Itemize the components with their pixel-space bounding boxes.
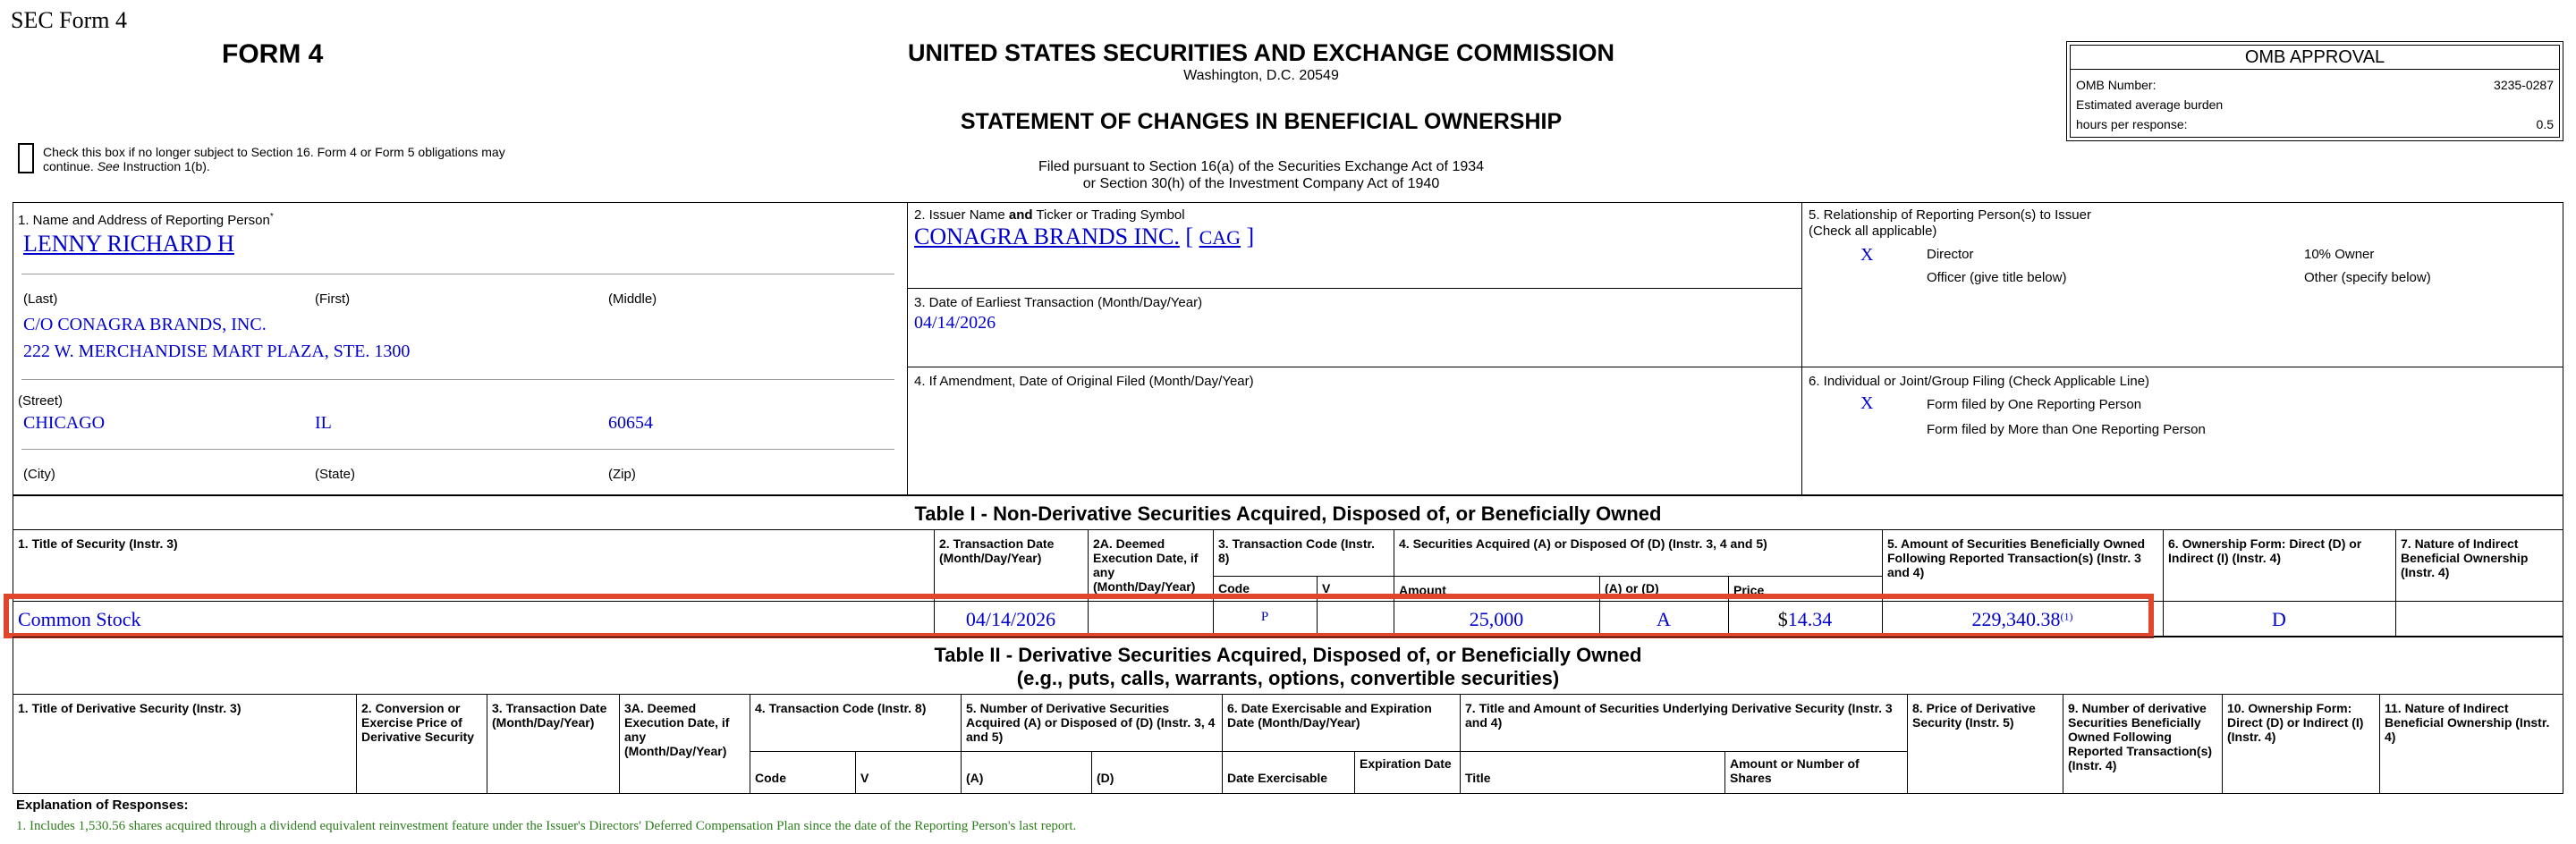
t2-col-11	[2379, 694, 2380, 794]
t1-acquired-disposed: A	[1657, 608, 1671, 630]
no-longer-subject-checkbox[interactable]	[18, 143, 34, 173]
t1-h7: 7. Nature of Indirect Beneficial Ownership (Instr. 4)	[2401, 536, 2529, 579]
t1-footnote-ref[interactable]: (1)	[2060, 610, 2073, 623]
box1-asterisk: *	[269, 212, 274, 222]
omb-burden-label-1: Estimated average burden	[2076, 97, 2224, 112]
checkbox-text-2b: See	[97, 159, 120, 173]
t1-transaction-code: P	[1260, 610, 1269, 624]
t2-h6-expiration: Expiration Date	[1360, 756, 1452, 771]
ticker-bracket-close: ]	[1246, 224, 1255, 249]
omb-number-label: OMB Number:	[2076, 78, 2157, 92]
t2-h11: 11. Nature of Indirect Beneficial Ownership (Instr. 4)	[2385, 701, 2550, 744]
t2-col-10	[2222, 694, 2223, 794]
t2-h9: 9. Number of derivative Securities Beneficially Owned Following Reported Transaction(s) (Instr. 4)	[2068, 701, 2213, 772]
box2-label-c: Ticker or Trading Symbol	[1032, 207, 1185, 223]
t1-h4-amount: Amount	[1399, 583, 1446, 597]
ten-percent-owner-label: 10% Owner	[2304, 247, 2375, 262]
t2-h7-amount: Amount or Number of Shares	[1730, 756, 1860, 785]
t2-h2: 2. Conversion or Exercise Price of Derivative Security	[361, 701, 475, 744]
zip-value: 60654	[608, 413, 653, 433]
t1-amount: 25,000	[1469, 608, 1524, 630]
reporting-person-link[interactable]: LENNY RICHARD H	[23, 231, 234, 257]
t1-h4-aord: (A) or (D)	[1605, 581, 1659, 595]
t2-h1: 1. Title of Derivative Security (Instr. 3)	[18, 701, 242, 715]
street-label: (Street)	[18, 393, 64, 409]
t2-h3: 3. Transaction Date (Month/Day/Year)	[492, 701, 607, 730]
box1-label	[18, 209, 274, 229]
t1-h2: 2. Transaction Date (Month/Day/Year)	[939, 536, 1055, 565]
t1-h6: 6. Ownership Form: Direct (D) or Indirect (I) (Instr. 4)	[2168, 536, 2362, 565]
t2-col-8	[1907, 694, 1908, 794]
t2-h5-a: (A)	[966, 771, 984, 785]
ticker-bracket-open: [	[1185, 224, 1194, 249]
omb-burden-value: 0.5	[2536, 117, 2554, 131]
grid-divider-1	[907, 202, 908, 495]
one-person-label: Form filed by One Reporting Person	[1927, 397, 2142, 412]
t2-h5-d: (D)	[1097, 771, 1114, 785]
t2-col-6	[1222, 694, 1223, 794]
t1-h3-code: Code	[1218, 581, 1250, 595]
explanation-title: Explanation of Responses:	[16, 798, 189, 813]
table1-title-rule	[13, 529, 2563, 530]
omb-title: OMB APPROVAL	[2071, 46, 2559, 70]
checkbox-text-2	[43, 159, 505, 173]
last-label: (Last)	[23, 291, 58, 307]
table2-title-rule	[13, 694, 2563, 695]
t2-col-3a	[619, 694, 620, 794]
ticker-link[interactable]: CAG	[1199, 226, 1241, 249]
t1-security-title: Common Stock	[18, 608, 141, 630]
issuer-line	[914, 224, 1254, 250]
zip-label: (Zip)	[608, 467, 636, 482]
t2-h7: 7. Title and Amount of Securities Underlying Derivative Security (Instr. 3 and 4)	[1465, 701, 1893, 730]
omb-approval-inner	[2070, 45, 2560, 138]
t1-h3-v: V	[1322, 581, 1331, 595]
t2-col-7amt	[1724, 751, 1725, 794]
footnote-1: 1. Includes 1,530.56 shares acquired through a dividend equivalent reinvestment feature under the Issuer's Directors' Deferred Compensation Plan since the date of the Reporting Person's last report.	[16, 819, 1077, 833]
table2-title-1: Table II - Derivative Securities Acquired, Disposed of, or Beneficially Owned	[934, 644, 1642, 666]
t2-col-2	[356, 694, 357, 794]
box5-label-1: 5. Relationship of Reporting Person(s) to Issuer	[1809, 207, 2091, 223]
earliest-transaction-date: 04/14/2026	[914, 313, 996, 333]
first-label: (First)	[315, 291, 351, 307]
other-label: Other (specify below)	[2304, 270, 2431, 285]
agency-title: UNITED STATES SECURITIES AND EXCHANGE COMMISSION	[907, 39, 1615, 66]
box2-label	[914, 207, 1185, 224]
t2-col-6exp	[1354, 751, 1355, 794]
highlight-box	[4, 594, 2154, 638]
more-persons-label: Form filed by More than One Reporting Person	[1927, 422, 2206, 437]
t2-h4: 4. Transaction Code (Instr. 8)	[755, 701, 927, 715]
city-label: (City)	[23, 467, 55, 482]
state-label: (State)	[315, 467, 356, 482]
t2-h6-exercisable: Date Exercisable	[1227, 771, 1328, 785]
box1-label-text: 1. Name and Address of Reporting Person	[18, 213, 270, 228]
middle-label: (Middle)	[608, 291, 657, 307]
t1-transaction-date: 04/14/2026	[965, 608, 1056, 630]
t1-h4-price: Price	[1733, 583, 1765, 597]
t1-h2a: 2A. Deemed Execution Date, if any (Month/Day/Year)	[1093, 536, 1199, 594]
t2-h5: 5. Number of Derivative Securities Acquired (A) or Disposed of (D) (Instr. 3, 4 and 5)	[966, 701, 1216, 744]
box6-label: 6. Individual or Joint/Group Filing (Check Applicable Line)	[1809, 374, 2150, 389]
one-person-mark[interactable]: X	[1860, 393, 1874, 413]
t1-price-symbol: $	[1777, 608, 1788, 630]
box4-label: 4. If Amendment, Date of Original Filed (Month/Day/Year)	[914, 374, 1254, 389]
address-line-2: 222 W. MERCHANDISE MART PLAZA, STE. 1300	[23, 342, 411, 361]
t1-h4: 4. Securities Acquired (A) or Disposed Of (D) (Instr. 3, 4 and 5)	[1399, 536, 1767, 551]
box3-label: 3. Date of Earliest Transaction (Month/Day/Year)	[914, 295, 1203, 310]
t2-h10: 10. Ownership Form: Direct (D) or Indirect (I) (Instr. 4)	[2227, 701, 2364, 744]
t2-h4-code: Code	[755, 771, 786, 785]
director-mark[interactable]: X	[1860, 245, 1874, 265]
grid-divider-2	[1801, 202, 1802, 495]
state-value: IL	[315, 413, 332, 433]
t2-h6: 6. Date Exercisable and Expiration Date (Month/Day/Year)	[1227, 701, 1432, 730]
t2-h3a: 3A. Deemed Execution Date, if any (Month/Day/Year)	[624, 701, 730, 758]
t1-h5: 5. Amount of Securities Beneficially Owned Following Reported Transaction(s) (Instr. 3 and 4)	[1887, 536, 2146, 579]
t1-subhead-rule	[1213, 576, 1882, 577]
city-value: CHICAGO	[23, 413, 106, 433]
table1-title: Table I - Non-Derivative Securities Acquired, Disposed of, or Beneficially Owned	[914, 502, 1662, 525]
t1-owned-value: 229,340.38	[1971, 608, 2061, 630]
box2-label-a: 2. Issuer Name	[914, 207, 1009, 223]
t2-col-5	[961, 694, 962, 794]
box5-label-2: (Check all applicable)	[1809, 224, 1937, 239]
director-label: Director	[1927, 247, 1974, 262]
t2-col-5d	[1091, 751, 1092, 794]
box1-rule-3	[21, 449, 894, 450]
box2-label-b: and	[1008, 207, 1033, 223]
omb-number-value: 3235-0287	[2494, 78, 2554, 92]
checkbox-label	[43, 145, 505, 173]
grid-h-1	[907, 288, 1801, 289]
t2-col-4v	[855, 751, 856, 794]
t1-ownership-form: D	[2272, 608, 2286, 630]
t2-h7-title: Title	[1465, 771, 1491, 785]
address-line-1: C/O CONAGRA BRANDS, INC.	[23, 315, 267, 334]
filed-line-2: or Section 30(h) of the Investment Company Act of 1940	[1082, 176, 1440, 191]
t1-price-value: 14.34	[1787, 608, 1833, 630]
box1-rule-2	[21, 379, 894, 380]
statement-title: STATEMENT OF CHANGES IN BENEFICIAL OWNERSHIP	[960, 109, 1563, 134]
t2-h8: 8. Price of Derivative Security (Instr. 5)	[1912, 701, 2036, 730]
table2-title-2: (e.g., puts, calls, warrants, options, convertible securities)	[1016, 667, 1560, 689]
t2-subhead-rule	[750, 751, 1907, 752]
t1-h1: 1. Title of Security (Instr. 3)	[18, 536, 178, 551]
omb-burden-label-2: hours per response:	[2076, 117, 2188, 131]
checkbox-text-2c: Instruction 1(b).	[119, 159, 210, 173]
agency-location: Washington, D.C. 20549	[1183, 68, 1339, 83]
t1-h3: 3. Transaction Code (Instr. 8)	[1218, 536, 1376, 565]
filed-line-1: Filed pursuant to Section 16(a) of the Securities Exchange Act of 1934	[1038, 159, 1485, 174]
officer-label: Officer (give title below)	[1927, 270, 2067, 285]
checkbox-text-2a: continue.	[43, 159, 97, 173]
sec-form-label: SEC Form 4	[11, 7, 128, 33]
t2-h4-v: V	[860, 771, 869, 785]
t2-col-7	[1460, 694, 1461, 794]
form-title: FORM 4	[222, 39, 324, 69]
checkbox-text-1: Check this box if no longer subject to Section 16. Form 4 or Form 5 obligations may	[43, 145, 505, 159]
issuer-name-link[interactable]: CONAGRA BRANDS INC.	[914, 224, 1180, 249]
